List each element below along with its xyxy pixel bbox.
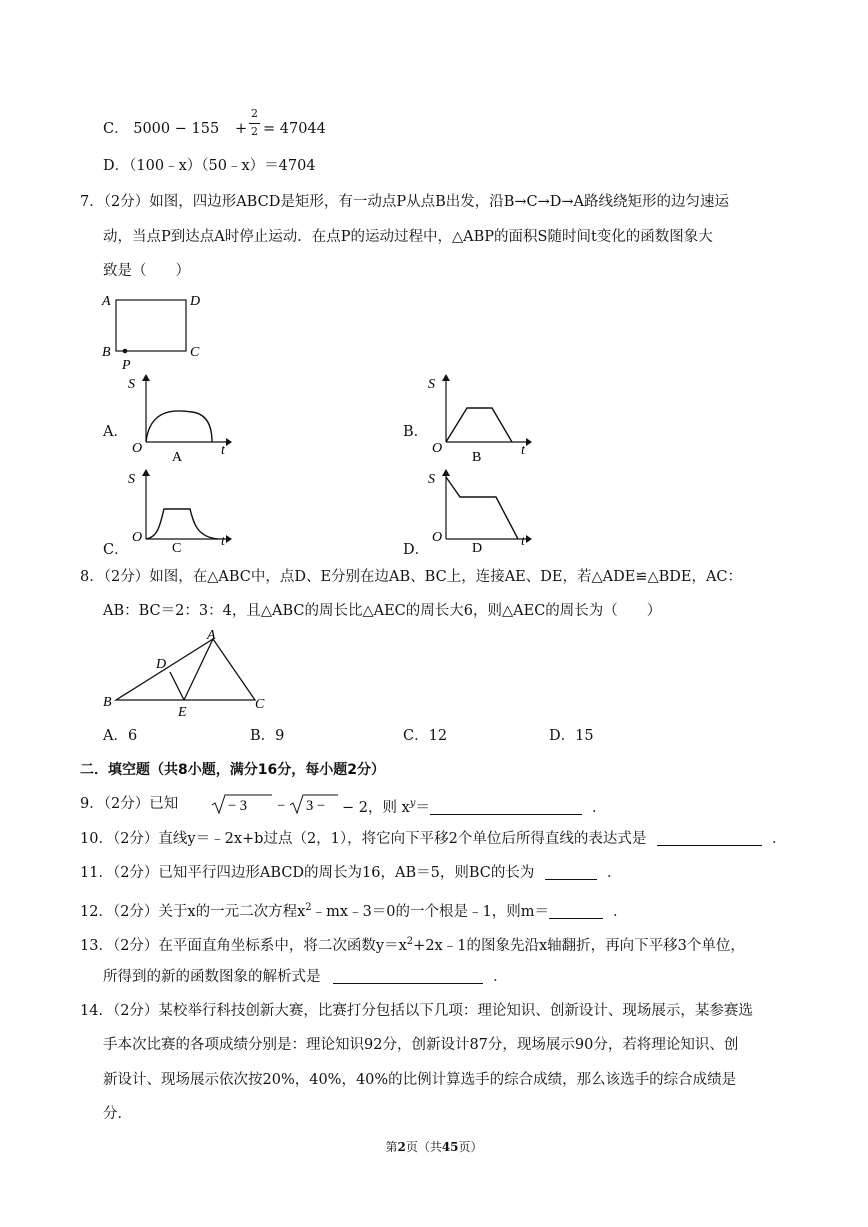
q6-c-fraction-denominator: 2 [251, 125, 258, 138]
label-b: B [102, 345, 111, 360]
trapezoid-b [446, 408, 512, 442]
x-axis-arrow [226, 438, 232, 446]
label-s: S [128, 472, 135, 487]
q7-graph-b [422, 372, 532, 464]
y-axis-arrow [142, 374, 150, 381]
minus-sign: − [277, 798, 286, 814]
q13-line-1: 13．（2分）在平面直角坐标系中，将二次函数$y=x^2+2x﹣1$的图象先沿x轴翻折，再向下平移3个单位， [80, 936, 745, 954]
q7-option-d-prefix: D． [403, 542, 430, 558]
q14-line-1: 14．（2分）某校举行科技创新大赛，比赛打分包括以下几项：理论知识、创新设计、现场展示，某参赛选 [80, 1003, 753, 1019]
caption-b: B [472, 450, 482, 464]
q7-option-b-prefix: B． [403, 424, 429, 440]
radicand-2: 3 − [306, 798, 326, 814]
label-d: D [156, 657, 167, 672]
label-b: B [103, 695, 112, 710]
label-o: O [432, 441, 443, 456]
q7-graph-a [122, 372, 232, 464]
x-axis-arrow [526, 438, 532, 446]
q8-choice-d: D．15 [549, 728, 594, 744]
q14-line-3: 新设计、现场展示依次按20%，40%，40%的比例计算选手的综合成绩，那么该选手的综合成绩是 [103, 1072, 737, 1088]
label-a: A [207, 628, 216, 643]
q7-line-2: 动，当点P到达点A时停止运动．在点P的运动过程中，△ABP的面积S随时间t变化的函数图象大 [103, 229, 713, 245]
y-axis-arrow [142, 469, 150, 476]
q6-c-fraction-numerator: 2 [251, 107, 258, 120]
radicand-1: − 3 [228, 798, 248, 814]
q6-option-d: D．（100﹣x）（50﹣x）＝4704 [103, 158, 316, 174]
label-p: P [122, 358, 131, 372]
q10-answer-blank[interactable] [657, 831, 762, 846]
label-s: S [128, 377, 135, 392]
label-s: S [428, 472, 435, 487]
label-a: A [102, 294, 111, 309]
q12-answer-blank[interactable] [549, 904, 603, 919]
q9-answer-blank[interactable] [430, 800, 582, 815]
curve-a [146, 411, 212, 442]
label-o: O [132, 530, 143, 545]
q14-line-4: 分． [103, 1106, 132, 1122]
q8-line-1: 8．（2分）如图，在△ABC中，点D、E分别在边AB、BC上，连接AE、DE，若△ADE≌△BDE，AC： [80, 569, 743, 585]
q9-radicals [210, 792, 340, 816]
triangle-abc [116, 639, 255, 700]
x-axis-arrow [526, 535, 532, 543]
q8-choice-a: A．6 [103, 728, 138, 744]
q7-option-c-prefix: C． [103, 542, 129, 558]
q9-suffix: − 2，则 $x^y=$ ． [342, 798, 607, 816]
q8-choice-b: B．9 [250, 728, 285, 744]
label-c: C [190, 345, 200, 360]
label-d: D [190, 294, 201, 309]
x-axis-arrow [226, 535, 232, 543]
q6-c-expression-a: 5000 − 155 [133, 121, 220, 137]
q7-option-a-prefix: A． [103, 424, 128, 440]
label-t: t [521, 534, 525, 549]
q7-graph-d [422, 463, 532, 555]
q13-line-2: 所得到的新的函数图象的解析式是 ． [103, 969, 508, 985]
curve-c [146, 509, 218, 539]
q6-option-c: C． 5000 − 155 [103, 121, 220, 137]
q9-prefix: 9．（2分）已知 [80, 796, 179, 812]
caption-a: A [172, 450, 183, 464]
total-pages: 45 [441, 1140, 459, 1154]
q7-line-1: 7．（2分）如图，四边形ABCD是矩形，有一动点P从点B出发，沿B→C→D→A路线绕矩形的边匀速运 [80, 194, 730, 210]
q8-line-2: AB：BC＝2：3：4，且△ABC的周长比△AEC的周长大6，则△AEC的周长为（ ） [103, 603, 662, 619]
label-s: S [428, 377, 435, 392]
q7-graph-c [122, 463, 232, 555]
page-footer: 第2页（共45页） [385, 1140, 483, 1154]
q13-answer-blank[interactable] [333, 969, 483, 984]
q14-line-2: 手本次比赛的各项成绩分别是：理论知识92分，创新设计87分，现场展示90分，若将理论知识、创 [103, 1037, 739, 1053]
q11-answer-blank[interactable] [545, 865, 597, 880]
q10-line: 10．（2分）直线y＝﹣2x+b过点（2，1），将它向下平移2个单位后所得直线的表达式是 ． [80, 831, 787, 847]
label-o: O [132, 441, 143, 456]
q7-line-3: 致是（ ） [103, 263, 190, 279]
label-c: C [255, 697, 265, 712]
caption-c: C [172, 541, 182, 555]
caption-d: D [472, 541, 483, 555]
y-axis-arrow [442, 469, 450, 476]
label-t: t [221, 534, 225, 549]
q11-line: 11．（2分）已知平行四边形ABCD的周长为16，AB＝5，则BC的长为 ． [80, 865, 622, 881]
q9-superscript: y [409, 798, 416, 809]
label-t: t [221, 443, 225, 458]
segment-de [170, 672, 184, 700]
label-t: t [521, 443, 525, 458]
q6-d-expression: （100﹣x）（50﹣x）＝4704 [129, 158, 316, 174]
q8-choice-c: C．12 [403, 728, 448, 744]
q7-rectangle-figure [98, 288, 218, 372]
section-heading-fill-in: 二．填空题（共8小题，满分16分，每小题2分） [80, 762, 385, 778]
q8-triangle-figure [98, 624, 278, 720]
current-page: 2 [397, 1140, 406, 1154]
y-axis-arrow [442, 374, 450, 381]
rectangle-abcd [116, 300, 186, 351]
polyline-d [446, 477, 518, 539]
label-e: E [178, 705, 187, 720]
point-p-dot [123, 349, 128, 354]
q6-c-fraction-bar [249, 123, 260, 124]
q6-c-plus: + [235, 121, 248, 137]
q12-line: 12．（2分）关于x的一元二次方程$x^2﹣mx﹣3=0$的一个根是﹣1，则m＝ ． [80, 902, 628, 920]
q6-c-expression-b: = 47044 [263, 121, 326, 137]
label-o: O [432, 530, 443, 545]
